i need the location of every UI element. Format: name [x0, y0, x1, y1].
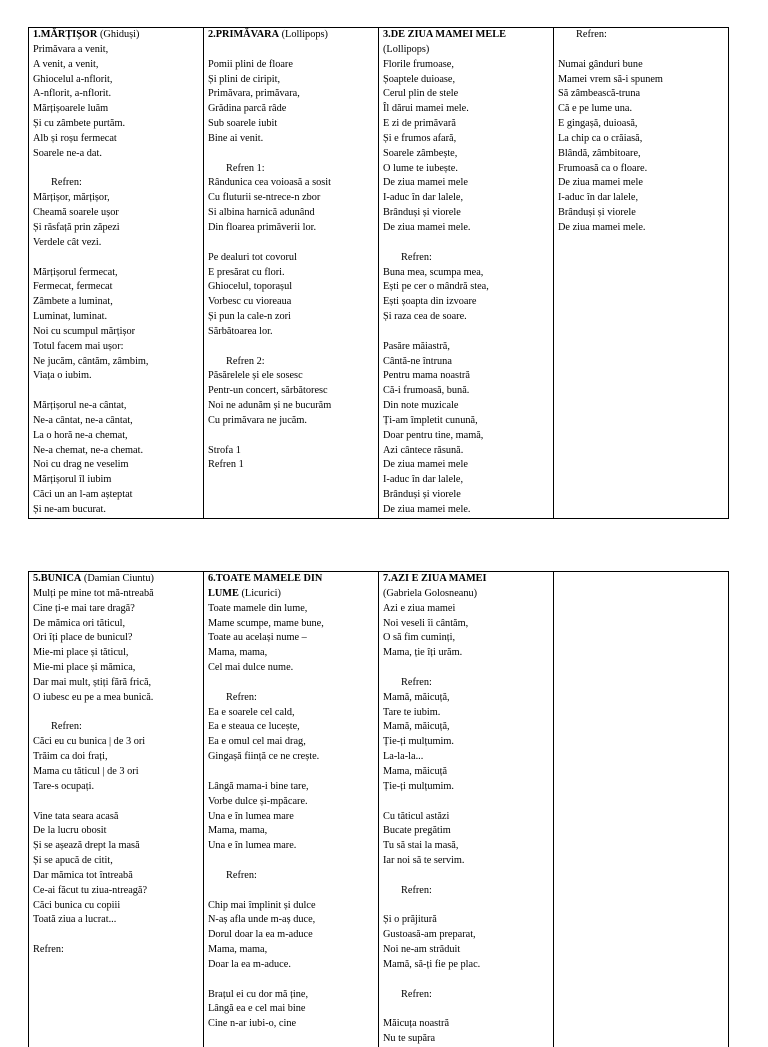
song-cell — [379, 572, 554, 1047]
lyric-line — [208, 854, 374, 869]
lyric-line: Mama, mama, — [208, 824, 374, 839]
song-heading — [208, 587, 374, 602]
lyric-line: Soarele zâmbește, — [383, 147, 549, 162]
lyric-line: Rândunica cea voioasă a sosit — [208, 176, 374, 191]
lyric-line: Cu primăvara ne jucăm. — [208, 414, 374, 429]
lyric-line: Cine ți-e mai tare dragă? — [33, 602, 199, 617]
lyric-line: Dar mămica tot întreabă — [33, 869, 199, 884]
lyric-line — [208, 429, 374, 444]
lyric-line: Ori îți place de bunicul? — [33, 631, 199, 646]
lyric-line: Cu tăticul astăzi — [383, 810, 549, 825]
lyric-line: Bine ai venit. — [208, 132, 374, 147]
lyric-line: De la lucru obosit — [33, 824, 199, 839]
lyric-line: Ți-am împletit cunună, — [383, 414, 549, 429]
lyric-line: Tu să stai la masă, — [383, 839, 549, 854]
lyric-line — [208, 340, 374, 355]
lyric-line — [208, 236, 374, 251]
lyric-line — [33, 384, 199, 399]
lyric-line — [208, 147, 374, 162]
lyric-line: Mamă, să-ți fie pe plac. — [383, 958, 549, 973]
lyric-line — [383, 661, 549, 676]
lyric-line: Sărbătoarea lor. — [208, 325, 374, 340]
lyric-line: Mărțișorul fermecat, — [33, 266, 199, 281]
lyric-line: Că-i frumoasă, bună. — [383, 384, 549, 399]
lyric-line: Brânduși și viorele — [383, 488, 549, 503]
lyric-line: Refren: — [383, 676, 549, 691]
lyric-line: Refren 1 — [208, 458, 374, 473]
lyric-line: Brânduși și viorele — [383, 206, 549, 221]
lyric-line: Trăim ca doi frați, — [33, 750, 199, 765]
lyric-line: I-aduc în dar lalele, — [558, 191, 724, 206]
lyric-line: Chip mai împlinit și dulce — [208, 899, 374, 914]
lyric-line: Cu fluturii se-ntrece-n zbor — [208, 191, 374, 206]
lyric-line: La o horă ne-a chemat, — [33, 429, 199, 444]
lyric-line: Tare te iubim. — [383, 706, 549, 721]
song-title: 7.AZI E ZIUA MAMEI — [383, 573, 487, 584]
lyric-line — [383, 1002, 549, 1017]
lyric-line: Lângă mama-i bine tare, — [208, 780, 374, 795]
lyric-line: Pomii plini de floare — [208, 58, 374, 73]
lyric-line: Ea e soarele cel cald, — [208, 706, 374, 721]
lyric-line: Luminat, luminat. — [33, 310, 199, 325]
lyric-line: Primăvara, primăvara, — [208, 87, 374, 102]
lyric-line: Refren: — [33, 943, 199, 958]
lyric-line: A venit, a venit, — [33, 58, 199, 73]
lyric-line — [33, 706, 199, 721]
lyric-line: Alb și roșu fermecat — [33, 132, 199, 147]
lyric-line: Gingașă ființă ce ne crește. — [208, 750, 374, 765]
lyric-line: I-aduc în dar lalele, — [383, 191, 549, 206]
lyric-line: Ce-ai făcut tu ziua-ntreagă? — [33, 884, 199, 899]
lyric-line: Viața o iubim. — [33, 369, 199, 384]
lyric-line: Nu te supăra — [383, 1032, 549, 1047]
song-credit: (Licurici) — [239, 588, 281, 599]
lyric-line: Ne-a cântat, ne-a cântat, — [33, 414, 199, 429]
song-heading — [33, 572, 199, 587]
lyric-line: Refren: — [383, 251, 549, 266]
lyric-line: Mulți pe mine tot mă-ntreabă — [33, 587, 199, 602]
song-credit: (Gabriela Golosneanu) — [383, 588, 477, 599]
lyric-line: Și se apucă de citit, — [33, 854, 199, 869]
song-credit: (Ghiduși) — [97, 29, 139, 40]
lyric-line: Iar noi să te servim. — [383, 854, 549, 869]
lyric-line — [208, 676, 374, 691]
song-heading — [383, 572, 549, 587]
lyric-line: Numai gânduri bune — [558, 58, 724, 73]
song-cell — [554, 572, 729, 1047]
lyric-line: Ești șoapta din izvoare — [383, 295, 549, 310]
lyric-line: La-la-la... — [383, 750, 549, 765]
lyric-line: Și o prăjitură — [383, 913, 549, 928]
lyric-line: Una e în lumea mare — [208, 810, 374, 825]
lyric-line — [208, 43, 374, 58]
lyric-line: Vorbe dulce și-mpăcare. — [208, 795, 374, 810]
lyric-line: Îl dărui mamei mele. — [383, 102, 549, 117]
lyric-line: Florile frumoase, — [383, 58, 549, 73]
lyric-line: Și pun la cale-n zori — [208, 310, 374, 325]
lyric-line: Mie-mi place și mămica, — [33, 661, 199, 676]
song-title: 1.MĂRȚIȘOR — [33, 29, 97, 40]
lyric-line — [33, 251, 199, 266]
lyric-line: Verdele cât vezi. — [33, 236, 199, 251]
lyric-line: A-nflorit, a-nflorit. — [33, 87, 199, 102]
lyric-line: Ești pe cer o mândră stea, — [383, 280, 549, 295]
lyric-line: Doar pentru tine, mamă, — [383, 429, 549, 444]
lyric-line: Și răsfață prin zăpezi — [33, 221, 199, 236]
lyric-line: Mărțișor, mărțișor, — [33, 191, 199, 206]
lyric-line: Si albina harnică adunând — [208, 206, 374, 221]
lyric-line: Măicuța noastră — [383, 1017, 549, 1032]
lyric-line: Ne jucăm, cântăm, zâmbim, — [33, 355, 199, 370]
lyric-line: Lângă ea e cel mai bine — [208, 1002, 374, 1017]
lyric-line: Dar mai mult, știți fără frică, — [33, 676, 199, 691]
song-heading — [208, 572, 374, 587]
lyric-line: Vine tata seara acasă — [33, 810, 199, 825]
lyric-line: Toată ziua a lucrat... — [33, 913, 199, 928]
lyric-line: Pasăre măiastră, — [383, 340, 549, 355]
lyric-line: Pentr-un concert, sărbătoresc — [208, 384, 374, 399]
song-heading — [33, 28, 199, 43]
lyric-line: Și cu zâmbete purtăm. — [33, 117, 199, 132]
lyric-line: Și e frumos afară, — [383, 132, 549, 147]
lyric-line: N-aș afla unde m-aș duce, — [208, 913, 374, 928]
lyric-line: Azi e ziua mamei — [383, 602, 549, 617]
song-title: 2.PRIMĂVARA — [208, 29, 279, 40]
lyric-line: Mama, măicuță — [383, 765, 549, 780]
song-heading — [383, 28, 549, 43]
song-credit: (Lollipops) — [279, 29, 328, 40]
lyric-line: O lume te iubește. — [383, 162, 549, 177]
lyric-line: Păsărelele și ele sosesc — [208, 369, 374, 384]
lyric-line: De ziua mamei mele. — [558, 221, 724, 236]
lyric-line: Tare-s ocupați. — [33, 780, 199, 795]
lyric-line: E presărat cu flori. — [208, 266, 374, 281]
lyric-line: Refren: — [208, 869, 374, 884]
lyric-line — [208, 765, 374, 780]
lyric-line: Totul facem mai ușor: — [33, 340, 199, 355]
lyric-line: Buna mea, scumpa mea, — [383, 266, 549, 281]
lyric-line: Soarele ne-a dat. — [33, 147, 199, 162]
lyric-line: Primăvara a venit, — [33, 43, 199, 58]
song-heading — [558, 28, 724, 43]
lyric-line: Mamă, măicuță, — [383, 720, 549, 735]
lyric-line: O iubesc eu pe a mea bunică. — [33, 691, 199, 706]
lyric-line: Ea e omul cel mai drag, — [208, 735, 374, 750]
song-cell — [29, 572, 204, 1047]
lyric-line: Refren: — [33, 176, 199, 191]
lyric-line: Ne-a chemat, ne-a chemat. — [33, 444, 199, 459]
lyric-line: Mărțișoarele luăm — [33, 102, 199, 117]
lyric-line: Să zâmbească-truna — [558, 87, 724, 102]
lyric-line: De ziua mamei mele. — [383, 503, 549, 518]
lyric-line: Căci un an l-am așteptat — [33, 488, 199, 503]
lyric-line: Și se așează drept la masă — [33, 839, 199, 854]
lyrics-table-top — [28, 27, 729, 519]
song-cell — [204, 572, 379, 1047]
lyric-line: Refren 1: — [208, 162, 374, 177]
lyric-line: Cine n-ar iubi-o, cine — [208, 1017, 374, 1032]
lyric-line: Mama, mama, — [208, 943, 374, 958]
lyric-line: Refren: — [33, 720, 199, 735]
lyric-line — [383, 236, 549, 251]
lyric-line: I-aduc în dar lalele, — [383, 473, 549, 488]
lyric-line: Blândă, zâmbitoare, — [558, 147, 724, 162]
lyrics-table-bottom — [28, 571, 729, 1047]
lyric-line — [383, 795, 549, 810]
lyric-line: Noi cu drag ne veselim — [33, 458, 199, 473]
lyric-line: Și raza cea de soare. — [383, 310, 549, 325]
lyric-line: Refren 2: — [208, 355, 374, 370]
lyric-line — [208, 884, 374, 899]
lyric-line: De ziua mamei mele — [383, 458, 549, 473]
lyric-line: Fermecat, fermecat — [33, 280, 199, 295]
lyric-line: Cerul plin de stele — [383, 87, 549, 102]
song-title: LUME — [208, 588, 239, 599]
lyric-line: Și ne-am bucurat. — [33, 503, 199, 518]
lyric-line: Mama, mama, — [208, 646, 374, 661]
lyric-line: Frumoasă ca o floare. — [558, 162, 724, 177]
lyric-line — [208, 973, 374, 988]
lyric-line: Ghiocelul, toporașul — [208, 280, 374, 295]
lyric-line: Ție-ți mulțumim. — [383, 735, 549, 750]
lyric-line: Bucate pregătim — [383, 824, 549, 839]
lyric-line: Azi cântece răsună. — [383, 444, 549, 459]
lyric-line: Toate mamele din lume, — [208, 602, 374, 617]
lyric-line: Mamei vrem să-i spunem — [558, 73, 724, 88]
lyric-line: Din floarea primăverii lor. — [208, 221, 374, 236]
lyric-line: Una e în lumea mare. — [208, 839, 374, 854]
lyric-line: Noi ne-am străduit — [383, 943, 549, 958]
lyric-line: Căci bunica cu copiii — [33, 899, 199, 914]
lyric-line: Pe dealuri tot covorul — [208, 251, 374, 266]
song-credit: (Lollipops) — [383, 44, 429, 55]
song-heading — [383, 587, 549, 602]
song-heading — [208, 28, 374, 43]
lyric-line: Mame scumpe, mame bune, — [208, 617, 374, 632]
lyric-line: Ea e steaua ce lucește, — [208, 720, 374, 735]
lyric-line: De ziua mamei mele. — [383, 221, 549, 236]
lyric-line: Noi cu scumpul mărțișor — [33, 325, 199, 340]
lyric-line — [33, 162, 199, 177]
lyric-line: Brațul ei cu dor mă ține, — [208, 988, 374, 1003]
lyric-line: Dorul doar la ea m-aduce — [208, 928, 374, 943]
song-heading — [383, 43, 549, 58]
lyric-line: O să fim cuminți, — [383, 631, 549, 646]
lyric-line: Cântă-ne întruna — [383, 355, 549, 370]
lyric-line — [383, 899, 549, 914]
lyric-line: Zâmbete a luminat, — [33, 295, 199, 310]
lyric-line — [383, 973, 549, 988]
lyric-line: Mama cu tăticul | de 3 ori — [33, 765, 199, 780]
song-title: 3.DE ZIUA MAMEI MELE — [383, 29, 506, 40]
lyric-line: Doar la ea m-aduce. — [208, 958, 374, 973]
lyric-line: Că e pe lume una. — [558, 102, 724, 117]
lyric-line — [33, 928, 199, 943]
lyric-line — [558, 43, 724, 58]
song-title: 6.TOATE MAMELE DIN — [208, 573, 322, 584]
lyric-line: Refren: — [383, 884, 549, 899]
song-cell — [554, 28, 729, 519]
lyric-line: Strofa 1 — [208, 444, 374, 459]
lyric-line: Refren: — [208, 691, 374, 706]
lyric-line — [383, 325, 549, 340]
song-title: 5.BUNICA — [33, 573, 81, 584]
lyric-line: Noi ne adunăm și ne bucurăm — [208, 399, 374, 414]
lyric-line: Ghiocelul a-nflorit, — [33, 73, 199, 88]
song-credit: (Damian Ciuntu) — [81, 573, 154, 584]
lyric-line: Toate au același nume – — [208, 631, 374, 646]
lyric-line: Ție-ți mulțumim. — [383, 780, 549, 795]
lyric-line: Cheamă soarele ușor — [33, 206, 199, 221]
lyric-line: Căci eu cu bunica | de 3 ori — [33, 735, 199, 750]
lyric-line: Noi veseli îi cântăm, — [383, 617, 549, 632]
lyric-line: E gingașă, duioasă, — [558, 117, 724, 132]
lyric-line: Mama, ție îți urăm. — [383, 646, 549, 661]
lyric-line: Și plini de ciripit, — [208, 73, 374, 88]
lyric-line: La chip ca o crăiasă, — [558, 132, 724, 147]
song-cell — [204, 28, 379, 519]
lyric-line: Mamă, măicuță, — [383, 691, 549, 706]
lyric-line: Brânduși și viorele — [558, 206, 724, 221]
lyric-line: Din note muzicale — [383, 399, 549, 414]
lyric-line: Cel mai dulce nume. — [208, 661, 374, 676]
lyric-line: De ziua mamei mele — [558, 176, 724, 191]
lyric-line: Mărțișorul îl iubim — [33, 473, 199, 488]
song-credit: Refren: — [558, 29, 607, 40]
lyric-line: Vorbesc cu vioreaua — [208, 295, 374, 310]
lyric-line: Grădina parcă râde — [208, 102, 374, 117]
lyric-line: Sub soarele iubit — [208, 117, 374, 132]
lyric-line — [383, 869, 549, 884]
song-cell — [29, 28, 204, 519]
lyric-line: Mărțișorul ne-a cântat, — [33, 399, 199, 414]
lyric-line: Gustoasă-am preparat, — [383, 928, 549, 943]
lyric-line: Pentru mama noastră — [383, 369, 549, 384]
song-cell — [379, 28, 554, 519]
lyric-line: Refren: — [383, 988, 549, 1003]
lyric-line: Mie-mi place și tăticul, — [33, 646, 199, 661]
lyric-line: Șoaptele duioase, — [383, 73, 549, 88]
lyric-line: De ziua mamei mele — [383, 176, 549, 191]
lyric-line — [33, 795, 199, 810]
lyric-line: De mămica ori tăticul, — [33, 617, 199, 632]
lyric-line: E zi de primăvară — [383, 117, 549, 132]
